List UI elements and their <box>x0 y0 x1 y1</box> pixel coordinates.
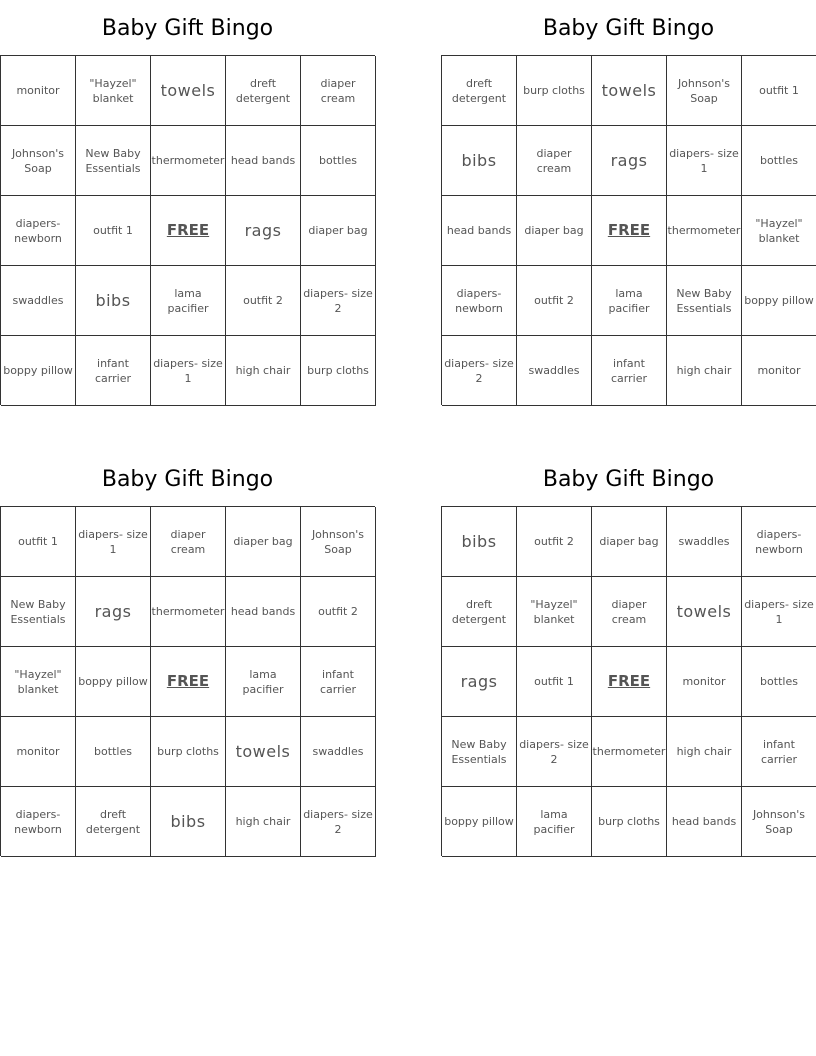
bingo-cell: Johnson's Soap <box>1 126 76 196</box>
bingo-cell: outfit 2 <box>517 266 592 336</box>
bingo-cell: diapers- size 2 <box>301 787 376 857</box>
bingo-cell: lama pacifier <box>592 266 667 336</box>
bingo-cell: outfit 2 <box>226 266 301 336</box>
card-title: Baby Gift Bingo <box>542 467 715 492</box>
bingo-cell: swaddles <box>517 336 592 406</box>
bingo-cell: diapers- newborn <box>742 507 816 577</box>
bingo-cell: rags <box>592 126 667 196</box>
bingo-cell: diaper cream <box>151 507 226 577</box>
bingo-card-1 <box>0 0 375 405</box>
bingo-cell: diaper cream <box>301 56 376 126</box>
bingo-grid <box>441 55 816 405</box>
bingo-cell: diaper cream <box>592 577 667 647</box>
bingo-cell: infant carrier <box>301 647 376 717</box>
bingo-cell: head bands <box>442 196 517 266</box>
bingo-cell: New Baby Essentials <box>76 126 151 196</box>
bingo-cell: diaper bag <box>301 196 376 266</box>
bingo-cell: diapers- newborn <box>1 787 76 857</box>
bingo-cell: rags <box>76 577 151 647</box>
bingo-card-3 <box>0 451 375 856</box>
bingo-card-2 <box>441 0 816 405</box>
free-space-cell: FREE <box>592 647 667 717</box>
bingo-grid <box>0 55 375 405</box>
bingo-cell: towels <box>151 56 226 126</box>
bingo-cell: towels <box>226 717 301 787</box>
bingo-cell: bottles <box>301 126 376 196</box>
bingo-cell: bibs <box>442 507 517 577</box>
bingo-cell: boppy pillow <box>742 266 816 336</box>
bingo-cell: outfit 1 <box>76 196 151 266</box>
card-title: Baby Gift Bingo <box>101 467 274 492</box>
card-title: Baby Gift Bingo <box>101 16 274 41</box>
bingo-cell: thermometer <box>667 196 742 266</box>
bingo-cell: diapers- size 1 <box>667 126 742 196</box>
card-title: Baby Gift Bingo <box>542 16 715 41</box>
bingo-cell: monitor <box>742 336 816 406</box>
bingo-cell: swaddles <box>301 717 376 787</box>
bingo-cell: infant carrier <box>742 717 816 787</box>
bingo-cell: dreft detergent <box>442 56 517 126</box>
bingo-cell: dreft detergent <box>226 56 301 126</box>
bingo-cell: diaper cream <box>517 126 592 196</box>
bingo-cell: high chair <box>667 717 742 787</box>
bingo-cell: swaddles <box>1 266 76 336</box>
bingo-cell: Johnson's Soap <box>301 507 376 577</box>
bingo-cell: boppy pillow <box>442 787 517 857</box>
bingo-cell: diapers- size 2 <box>517 717 592 787</box>
bingo-cell: diaper bag <box>592 507 667 577</box>
bingo-cell: towels <box>667 577 742 647</box>
bingo-cell: diapers- newborn <box>442 266 517 336</box>
bingo-cell: high chair <box>667 336 742 406</box>
bingo-cell: outfit 1 <box>742 56 816 126</box>
bingo-cell: diapers- size 2 <box>301 266 376 336</box>
bingo-cell: "Hayzel" blanket <box>517 577 592 647</box>
bingo-cell: bottles <box>742 647 816 717</box>
bingo-cell: lama pacifier <box>226 647 301 717</box>
bingo-cell: outfit 1 <box>517 647 592 717</box>
bingo-cell: bottles <box>742 126 816 196</box>
bingo-cell: New Baby Essentials <box>442 717 517 787</box>
bingo-cell: burp cloths <box>151 717 226 787</box>
bingo-cell: thermometer <box>151 577 226 647</box>
bingo-cell: diaper bag <box>226 507 301 577</box>
bingo-cell: burp cloths <box>301 336 376 406</box>
bingo-cell: thermometer <box>151 126 226 196</box>
bingo-cell: infant carrier <box>76 336 151 406</box>
bingo-cell: high chair <box>226 336 301 406</box>
bingo-cell: burp cloths <box>592 787 667 857</box>
bingo-cell: thermometer <box>592 717 667 787</box>
bingo-cell: swaddles <box>667 507 742 577</box>
bingo-cell: infant carrier <box>592 336 667 406</box>
bingo-cell: bibs <box>76 266 151 336</box>
bingo-cell: diapers- size 1 <box>742 577 816 647</box>
bingo-cell: "Hayzel" blanket <box>1 647 76 717</box>
bingo-cell: diapers- size 1 <box>151 336 226 406</box>
bingo-cell: diaper bag <box>517 196 592 266</box>
free-space-cell: FREE <box>151 196 226 266</box>
bingo-cell: bottles <box>76 717 151 787</box>
bingo-cell: head bands <box>226 577 301 647</box>
bingo-cell: monitor <box>1 717 76 787</box>
bingo-cell: towels <box>592 56 667 126</box>
bingo-grid <box>441 506 816 856</box>
bingo-cell: diapers- size 2 <box>442 336 517 406</box>
bingo-cell: lama pacifier <box>151 266 226 336</box>
bingo-grid <box>0 506 375 856</box>
bingo-cell: diapers- newborn <box>1 196 76 266</box>
free-space-cell: FREE <box>592 196 667 266</box>
bingo-cell: outfit 2 <box>517 507 592 577</box>
bingo-cell: head bands <box>226 126 301 196</box>
bingo-cell: lama pacifier <box>517 787 592 857</box>
bingo-cell: burp cloths <box>517 56 592 126</box>
bingo-cell: Johnson's Soap <box>667 56 742 126</box>
bingo-cell: boppy pillow <box>1 336 76 406</box>
bingo-cell: New Baby Essentials <box>667 266 742 336</box>
bingo-cell: boppy pillow <box>76 647 151 717</box>
bingo-cell: "Hayzel" blanket <box>742 196 816 266</box>
bingo-cell: New Baby Essentials <box>1 577 76 647</box>
bingo-cell: bibs <box>151 787 226 857</box>
bingo-cell: monitor <box>1 56 76 126</box>
bingo-cell: rags <box>442 647 517 717</box>
bingo-cell: dreft detergent <box>442 577 517 647</box>
bingo-card-4 <box>441 451 816 856</box>
bingo-cell: outfit 1 <box>1 507 76 577</box>
bingo-cell: head bands <box>667 787 742 857</box>
bingo-cell: rags <box>226 196 301 266</box>
bingo-cell: high chair <box>226 787 301 857</box>
bingo-cell: dreft detergent <box>76 787 151 857</box>
bingo-cell: diapers- size 1 <box>76 507 151 577</box>
bingo-cell: "Hayzel" blanket <box>76 56 151 126</box>
free-space-cell: FREE <box>151 647 226 717</box>
bingo-cell: Johnson's Soap <box>742 787 816 857</box>
bingo-cell: bibs <box>442 126 517 196</box>
bingo-cell: outfit 2 <box>301 577 376 647</box>
bingo-cell: monitor <box>667 647 742 717</box>
